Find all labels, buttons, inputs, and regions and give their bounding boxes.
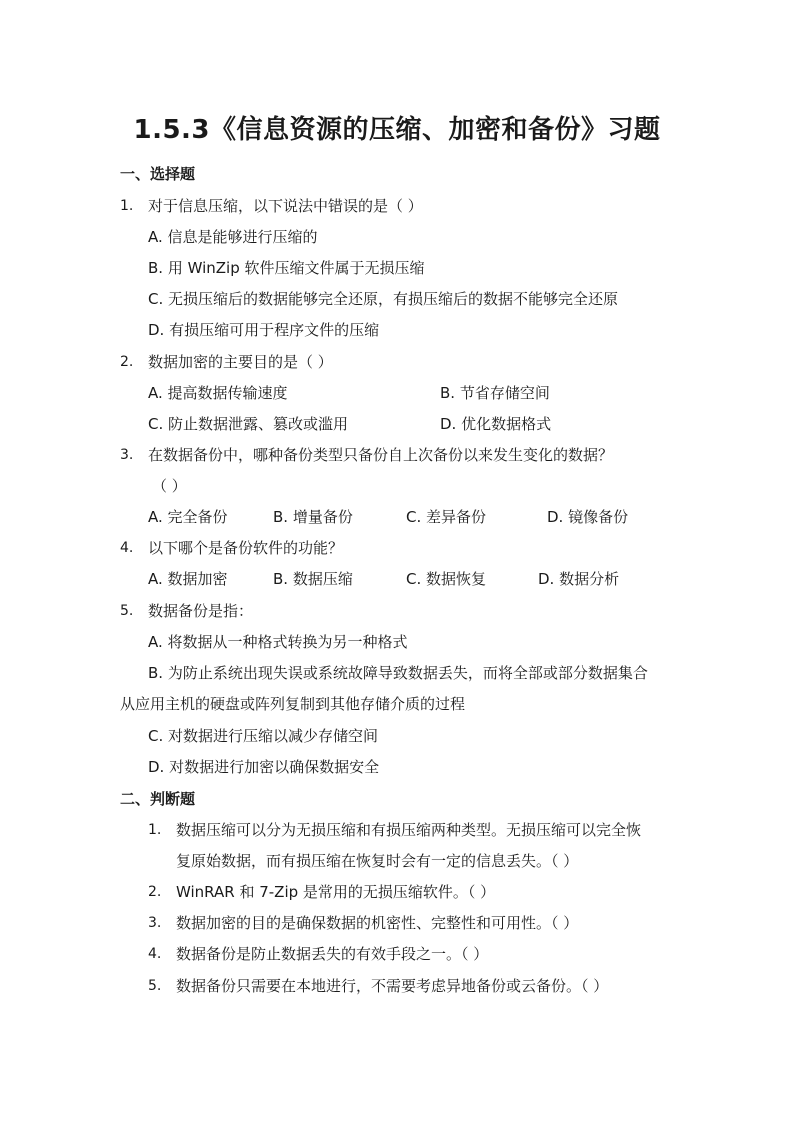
option-d: D. 数据分析 bbox=[538, 570, 620, 588]
question-number: 5. bbox=[120, 603, 134, 619]
judgment-text-continued: 复原始数据，而有损压缩在恢复时会有一定的信息丢失。（ ） bbox=[176, 852, 579, 870]
judgment-text: 数据备份只需要在本地进行，不需要考虑异地备份或云备份。（ ） bbox=[176, 977, 609, 995]
question-number: 1. bbox=[120, 198, 134, 214]
option-b: B. 数据压缩 bbox=[273, 570, 353, 588]
option-b: B. 为防止系统出现失误或系统故障导致数据丢失，而将全部或部分数据集合 bbox=[148, 664, 648, 682]
question-number: 3. bbox=[120, 447, 134, 463]
option-d: D. 有损压缩可用于程序文件的压缩 bbox=[148, 321, 380, 339]
question-text: 以下哪个是备份软件的功能？ bbox=[148, 539, 344, 557]
question-text: 数据加密的主要目的是（ ） bbox=[148, 353, 333, 371]
judgment-text: 数据加密的目的是确保数据的机密性、完整性和可用性。（ ） bbox=[176, 914, 579, 932]
option-d: D. 对数据进行加密以确保数据安全 bbox=[148, 758, 380, 776]
option-a: A. 提高数据传输速度 bbox=[148, 384, 288, 402]
option-a: A. 完全备份 bbox=[148, 508, 228, 526]
option-b-continued: 从应用主机的硬盘或阵列复制到其他存储介质的过程 bbox=[120, 695, 466, 713]
judgment-number: 1. bbox=[148, 822, 162, 838]
option-b: B. 用 WinZip 软件压缩文件属于无损压缩 bbox=[148, 259, 425, 277]
question-number: 2. bbox=[120, 354, 134, 370]
option-c: C. 无损压缩后的数据能够完全还原，有损压缩后的数据不能够完全还原 bbox=[148, 290, 619, 308]
section-heading-choice: 一、选择题 bbox=[120, 165, 196, 183]
option-c: C. 防止数据泄露、篡改或滥用 bbox=[148, 415, 349, 433]
option-a: A. 将数据从一种格式转换为另一种格式 bbox=[148, 633, 408, 651]
question-number: 4. bbox=[120, 540, 134, 556]
option-c: C. 数据恢复 bbox=[406, 570, 487, 588]
question-text: 对于信息压缩，以下说法中错误的是（ ） bbox=[148, 197, 423, 215]
judgment-number: 3. bbox=[148, 915, 162, 931]
option-c: C. 对数据进行压缩以减少存储空间 bbox=[148, 727, 379, 745]
judgment-text: 数据压缩可以分为无损压缩和有损压缩两种类型。无损压缩可以完全恢 bbox=[176, 821, 642, 839]
option-b: B. 增量备份 bbox=[273, 508, 353, 526]
option-d: D. 镜像备份 bbox=[547, 508, 629, 526]
judgment-text: WinRAR 和 7-Zip 是常用的无损压缩软件。（ ） bbox=[176, 883, 496, 901]
question-blank: （ ） bbox=[152, 477, 187, 495]
option-b: B. 节省存储空间 bbox=[440, 384, 550, 402]
judgment-text: 数据备份是防止数据丢失的有效手段之一。（ ） bbox=[176, 945, 489, 963]
option-c: C. 差异备份 bbox=[406, 508, 487, 526]
option-d: D. 优化数据格式 bbox=[440, 415, 552, 433]
question-text: 在数据备份中，哪种备份类型只备份自上次备份以来发生变化的数据？ bbox=[148, 446, 614, 464]
judgment-number: 4. bbox=[148, 946, 162, 962]
judgment-number: 2. bbox=[148, 884, 162, 900]
option-a: A. 信息是能够进行压缩的 bbox=[148, 228, 318, 246]
judgment-number: 5. bbox=[148, 978, 162, 994]
section-heading-judgment: 二、判断题 bbox=[120, 790, 196, 808]
option-a: A. 数据加密 bbox=[148, 570, 228, 588]
page-title: 1.5.3《信息资源的压缩、加密和备份》习题 bbox=[133, 115, 661, 145]
question-text: 数据备份是指： bbox=[148, 602, 254, 620]
